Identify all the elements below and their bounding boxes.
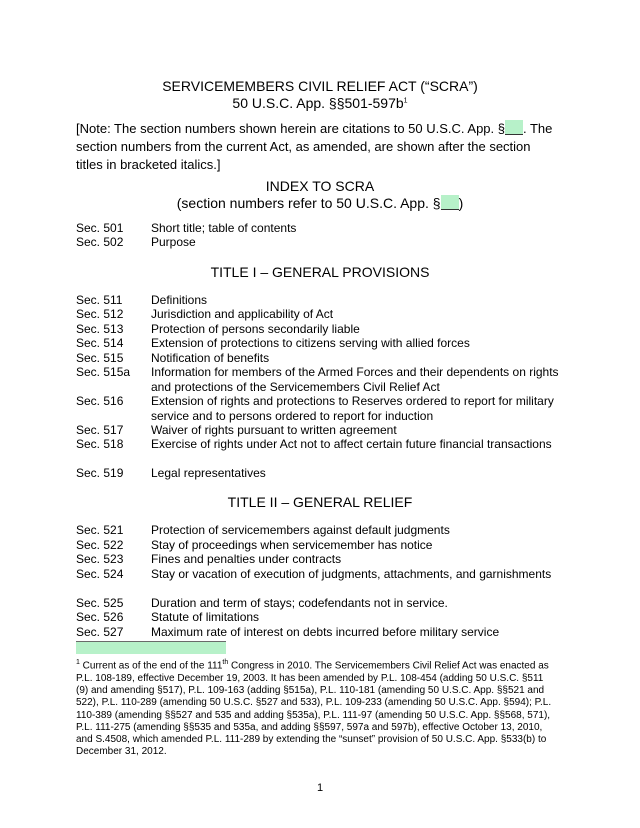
section-entry: [76, 552, 576, 567]
section-title: Extension of protections to citizens serving with allied forces: [151, 336, 470, 350]
section-entry: [76, 322, 576, 337]
section-number: Sec. 522: [76, 538, 124, 552]
title-1-heading: TITLE I – GENERAL PROVISIONS: [210, 264, 430, 280]
section-number: Sec. 523: [76, 552, 124, 566]
section-entry: [76, 596, 576, 611]
section-number: Sec. 525: [76, 596, 124, 610]
section-number: Sec. 515: [76, 351, 124, 365]
section-entry: [76, 336, 576, 351]
section-number: Sec. 519: [76, 466, 124, 480]
highlight-blank: [441, 195, 459, 210]
footnote-divider: [76, 641, 226, 654]
section-number: Sec. 518: [76, 437, 124, 451]
section-entry: [76, 221, 576, 236]
section-entry: [76, 293, 576, 308]
section-title: Short title; table of contents: [151, 221, 297, 235]
section-title: Waiver of rights pursuant to written agreement: [151, 423, 397, 437]
section-title: Maximum rate of interest on debts incurred before military service: [151, 625, 500, 639]
section-title: Statute of limitations: [151, 610, 260, 624]
section-entry: [76, 437, 576, 452]
document-citation: 50 U.S.C. App. $\S\S 501-597b^1$: [232, 95, 408, 111]
section-entry: [76, 307, 576, 322]
section-title: Purpose: [151, 235, 196, 249]
section-number: Sec. 502: [76, 235, 124, 249]
section-entry: [76, 394, 576, 423]
section-number: Sec. 514: [76, 336, 124, 350]
section-title: Exercise of rights under Act not to affect certain future financial transactions: [151, 437, 552, 451]
section-title: Duration and term of stays; codefendants not in service.: [151, 596, 448, 610]
footnote-reference: 1: [403, 97, 408, 105]
highlight-blank: [505, 120, 523, 135]
section-entry: [76, 235, 576, 250]
section-title: Information for members of the Armed Forces and their dependents on rights and protections of the Servicemembers Civil Relief Act: [151, 365, 559, 394]
index-subtitle: (section numbers refer to 50 U.S.C. App. § ): [176, 195, 464, 211]
section-title: Stay of proceedings when servicemember has notice: [151, 538, 433, 552]
footnote: $^1$ Current as of the end of the 111th Congress in 2010. The Servicemembers Civil Relief Act was enacted as P.L. 108-189, effective December 19, 2003. It has been amended by P.L. 108-454 (adding 50 U.S.C. §511 (9) and amending §517), P.L. 109-163 (adding §515a), P.L. 110-181 (amending 50 U.S.C. App. §§521 and 522), P.L. 110-289 (amending 50 U.S.C. §527 and 533), P.L. 109-233 (amending 50 U.S.C. App. §594); P.L. 110-389 (amending §§527 and 535 and adding §535a), P.L. 111-97 (amending 50 U.S.C. App. §§568, 571), P.L. 111-275 (amending §§535 and 535a, and adding §§597, 597a and 597b), effective October 13, 2010, and S.4508, which amended P.L. 111-289 by extending the “sunset” provision of 50 U.S.C. App. §533(b) to December 31, 2012.: [76, 659, 552, 758]
section-entry: [76, 351, 576, 366]
section-number: Sec. 511: [76, 293, 123, 307]
section-entry: [76, 423, 576, 438]
section-number: Sec. 516: [76, 394, 124, 408]
section-title: Protection of persons secondarily liable: [151, 322, 360, 336]
section-entry: [76, 538, 576, 553]
section-title: Jurisdiction and applicability of Act: [151, 307, 334, 321]
section-title: Extension of rights and protections to Reserves ordered to report for military service and to persons ordered to report for induction: [151, 394, 554, 423]
section-title: Legal representatives: [151, 466, 266, 480]
section-entry: [76, 523, 576, 538]
section-number: Sec. 513: [76, 322, 124, 336]
section-number: Sec. 512: [76, 307, 124, 321]
section-entry: [76, 610, 576, 625]
document-title: SERVICEMEMBERS CIVIL RELIEF ACT (“SCRA”): [162, 78, 478, 94]
section-number: Sec. 527: [76, 625, 124, 639]
section-title: Protection of servicemembers against default judgments: [151, 523, 450, 537]
section-number: Sec. 526: [76, 610, 124, 624]
section-number: Sec. 524: [76, 567, 124, 581]
section-number: Sec. 517: [76, 423, 124, 437]
section-note: [Note: The section numbers shown herein are citations to 50 U.S.C. App. § . The section numbers from the current Act, as amended, are shown after the section titles in bracketed italics.]: [76, 121, 553, 172]
section-entry: [76, 625, 576, 640]
title-2-heading: TITLE II – GENERAL RELIEF: [227, 494, 413, 510]
section-entry: [76, 466, 576, 481]
page-number: 1: [316, 782, 324, 794]
section-number: Sec. 515a: [76, 365, 131, 379]
section-entry: [76, 567, 576, 582]
section-title: Notification of benefits: [151, 351, 270, 365]
index-title: INDEX TO SCRA: [265, 178, 375, 194]
section-number: Sec. 501: [76, 221, 124, 235]
section-entry: [76, 365, 576, 394]
section-title: Fines and penalties under contracts: [151, 552, 342, 566]
section-number: Sec. 521: [76, 523, 124, 537]
section-title: Definitions: [151, 293, 208, 307]
section-title: Stay or vacation of execution of judgments, attachments, and garnishments: [151, 567, 552, 581]
